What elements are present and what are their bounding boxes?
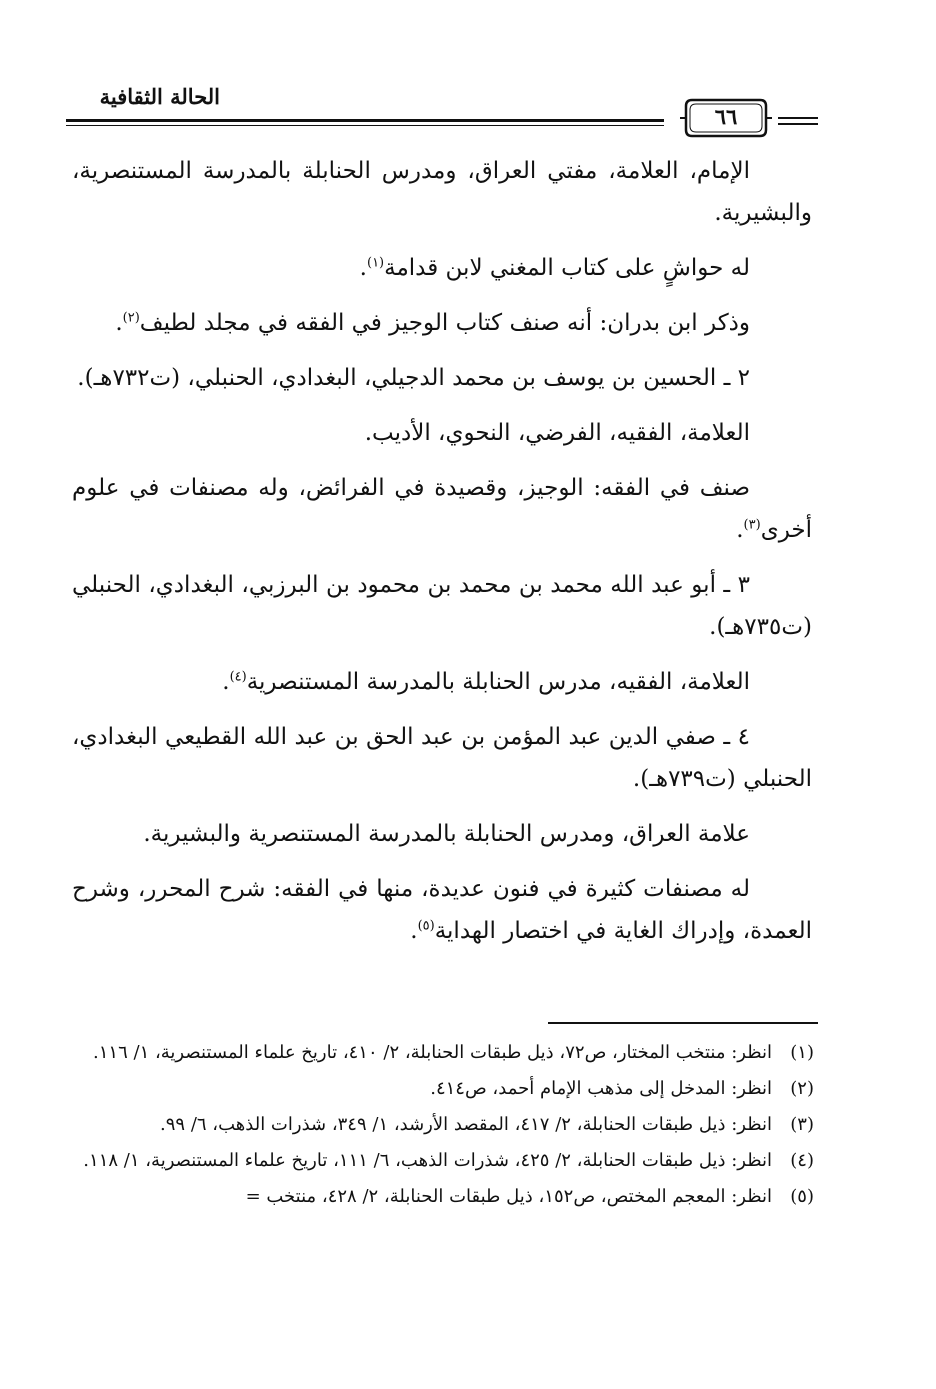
footnote-item — [72, 1074, 814, 1104]
paragraph-text: ٢ ـ الحسين بن يوسف بن محمد الدجيلي، البغدادي، الحنبلي، (ت٧٣٢هـ). — [77, 365, 750, 391]
footnote-number: (٣) — [790, 1114, 814, 1135]
footnote-item — [72, 1110, 814, 1140]
footnote-number: (٤) — [790, 1150, 814, 1171]
page-number: ٦٦ — [714, 104, 738, 129]
paragraph — [72, 247, 812, 289]
running-header-title: الحالة الثقافية — [99, 84, 220, 109]
paragraph — [72, 661, 812, 703]
paragraph-text: وذكر ابن بدران: أنه صنف كتاب الوجيز في الفقه في مجلد لطيف — [139, 310, 750, 336]
paragraph-punctuation: . — [736, 517, 744, 543]
footnote-text: انظر: ذيل طبقات الحنابلة، ٢/ ٤٢٥، شذرات الذهب، ٦/ ١١١، تاريخ علماء المستنصرية، ١/ ١١٨. — [83, 1150, 772, 1171]
footnote-ref[interactable]: (٣) — [743, 517, 761, 533]
footnote-number: (١) — [790, 1042, 814, 1063]
paragraph-text: صنف في الفقه: الوجيز، وقصيدة في الفرائض، وله مصنفات في علوم أخرى — [72, 475, 812, 543]
page-number-frame — [680, 96, 772, 140]
paragraph — [72, 868, 812, 952]
footnote-number: (٥) — [790, 1186, 814, 1207]
body-text — [72, 150, 812, 965]
footnote-text: انظر: المدخل إلى مذهب الإمام أحمد، ص٤١٤. — [430, 1078, 772, 1099]
paragraph-text: له مصنفات كثيرة في فنون عديدة، منها في الفقه: شرح المحرر، وشرح العمدة، وإدراك الغاية في اختصار الهداية — [72, 876, 812, 944]
paragraph — [72, 467, 812, 551]
footnote-item — [72, 1038, 814, 1068]
paragraph-text: علامة العراق، ومدرس الحنابلة بالمدرسة المستنصرية والبشيرية. — [143, 821, 750, 847]
paragraph — [72, 357, 812, 399]
header-rule-thick — [66, 119, 664, 122]
footnote-item — [72, 1182, 814, 1212]
footnote-number: (٢) — [790, 1078, 814, 1099]
paragraph-text: العلامة، الفقيه، مدرس الحنابلة بالمدرسة المستنصرية — [246, 669, 750, 695]
footnote-item — [72, 1146, 814, 1176]
paragraph — [72, 716, 812, 800]
footnotes — [72, 1038, 814, 1218]
paragraph — [72, 412, 812, 454]
footnote-text: انظر: منتخب المختار، ص٧٢، ذيل طبقات الحنابلة، ٢/ ٤١٠، تاريخ علماء المستنصرية، ١/ ١١٦. — [93, 1042, 772, 1063]
paragraph-punctuation: . — [222, 669, 230, 695]
paragraph-text: العلامة، الفقيه، الفرضي، النحوي، الأديب. — [364, 420, 750, 446]
paragraph — [72, 564, 812, 648]
header-rule-right-upper — [778, 117, 818, 119]
footnote-ref[interactable]: (١) — [366, 255, 385, 271]
paragraph-punctuation: . — [359, 255, 367, 281]
footnote-text: انظر: ذيل طبقات الحنابلة، ٢/ ٤١٧، المقصد الأرشد، ١/ ٣٤٩، شذرات الذهب، ٦/ ٩٩. — [160, 1114, 772, 1135]
header-rule-thin — [66, 125, 664, 126]
footnote-text: انظر: المعجم المختص، ص١٥٢، ذيل طبقات الحنابلة، ٢/ ٤٢٨، منتخب = — [245, 1186, 772, 1207]
paragraph-punctuation: . — [115, 310, 123, 336]
footnote-separator — [548, 1022, 818, 1024]
paragraph-text: له حواشٍ على كتاب المغني لابن قدامة — [384, 255, 750, 281]
paragraph-text: ٤ ـ صفي الدين عبد المؤمن بن عبد الحق بن عبد الله القطيعي البغدادي، الحنبلي (ت٧٣٩هـ). — [72, 724, 812, 792]
paragraph — [72, 150, 812, 234]
header-rule-right-lower — [778, 123, 818, 125]
paragraph-text: الإمام، العلامة، مفتي العراق، ومدرس الحنابلة بالمدرسة المستنصرية، والبشيرية. — [72, 158, 812, 226]
paragraph-punctuation: . — [410, 918, 418, 944]
paragraph-text: ٣ ـ أبو عبد الله محمد بن محمد بن محمود بن البرزبي، البغدادي، الحنبلي (ت٧٣٥هـ). — [72, 572, 812, 640]
footnote-ref[interactable]: (٤) — [229, 669, 247, 685]
paragraph — [72, 302, 812, 344]
footnote-ref[interactable]: (٥) — [417, 918, 435, 934]
footnote-ref[interactable]: (٢) — [122, 310, 140, 326]
paragraph — [72, 813, 812, 855]
